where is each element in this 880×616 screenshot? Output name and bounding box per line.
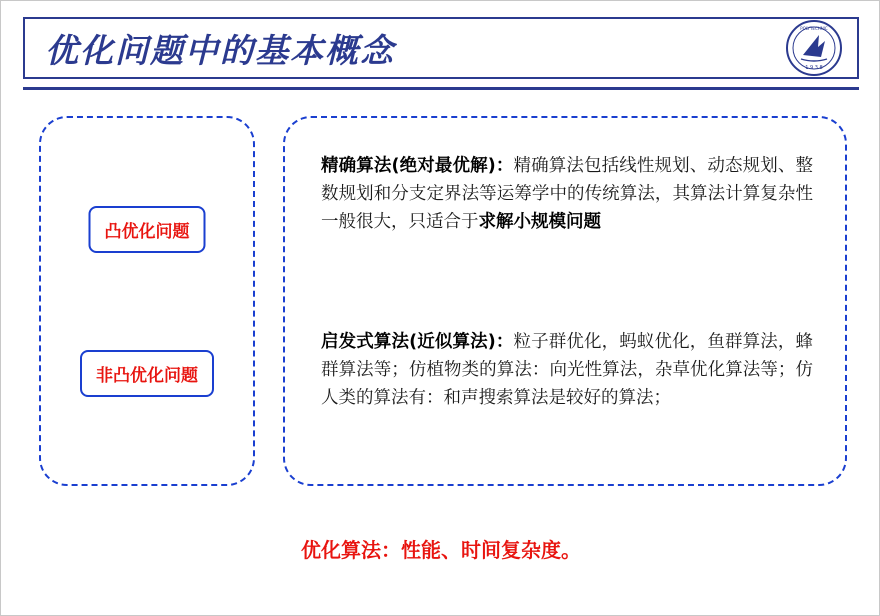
paragraph-exact-algorithms [321,152,813,236]
right-description-panel [283,116,847,486]
footer-note [1,534,880,563]
university-emblem-icon [785,19,843,77]
left-category-panel [39,116,255,486]
paragraph-heuristic-body: 粒子群优化，蚂蚁优化，鱼群算法，蜂群算法等；仿植物类的算法：向光性算法，杂草优化算法等；仿人类的算法有：和声搜索算法是较好的算法； [321,332,813,408]
footer-label: 优化算法： [301,538,401,562]
svg-text:POLYTECHNIC: POLYTECHNIC [800,26,828,31]
paragraph-heuristic-heading: 启发式算法(近似算法)： [321,332,514,352]
svg-text:1 9 3 8: 1 9 3 8 [805,65,823,71]
tag-nonconvex-optimization[interactable]: 非凸优化问题 [80,350,214,397]
paragraph-exact-emphasis: 求解小规模问题 [478,212,601,232]
title-underline [23,87,859,90]
tag-convex-optimization[interactable]: 凸优化问题 [89,206,206,253]
paragraph-heuristic-algorithms [321,328,813,412]
paragraph-exact-body: 精确算法包括线性规划、动态规划、整数规划和分支定界法等运筹学中的传统算法，其算法计算复杂性一般很大，只适合于 [321,156,813,232]
footer-value: 性能、时间复杂度。 [401,538,581,562]
paragraph-exact-heading: 精确算法(绝对最优解)： [321,156,514,176]
page-title: 优化问题中的基本概念 [45,31,395,70]
